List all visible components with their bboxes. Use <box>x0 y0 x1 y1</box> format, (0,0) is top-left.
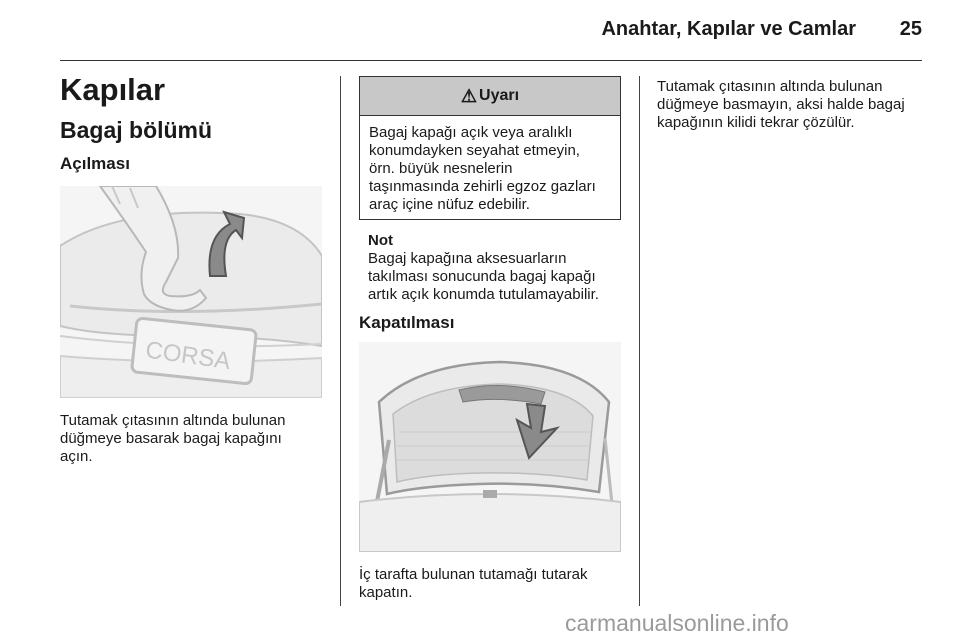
warning-triangle-icon: ⚠ <box>460 85 478 106</box>
page-number: 25 <box>899 18 922 40</box>
instruction-line: kapağının kilidi tekrar çözülür. <box>657 114 855 131</box>
tailgate-opening-figure <box>60 186 322 398</box>
caption-line: kapatın. <box>359 584 413 601</box>
note-body <box>368 250 630 304</box>
note-title: Not <box>368 232 393 249</box>
opening-caption <box>60 412 330 466</box>
column-divider-2 <box>639 76 640 606</box>
closing-instruction <box>657 78 927 132</box>
closing-caption <box>359 566 621 602</box>
instruction-line: düğmeye basmayın, aksi halde bagaj <box>657 96 905 113</box>
caption-line: İç tarafta bulunan tutamağı tutarak <box>359 566 588 583</box>
column-divider-1 <box>340 76 341 606</box>
watermark: carmanualsonline.info <box>565 610 789 636</box>
warning-line: araç içine nüfuz edebilir. <box>369 196 530 213</box>
section-subtitle: Bagaj bölümü <box>60 117 213 143</box>
warning-header <box>360 77 620 116</box>
warning-title: Uyarı <box>479 87 520 104</box>
warning-box <box>359 76 621 220</box>
opening-heading: Açılması <box>60 154 130 173</box>
note-line: artık açık konumda tutulamayabilir. <box>368 286 599 303</box>
note-line: takılması sonucunda bagaj kapağı <box>368 268 596 285</box>
instruction-line: Tutamak çıtasının altında bulunan <box>657 78 883 95</box>
warning-line: konumdayken seyahat etmeyin, <box>369 142 580 159</box>
license-plate-text: CORSA <box>143 336 233 376</box>
tailgate-closing-figure <box>359 342 621 552</box>
caption-line: açın. <box>60 448 93 465</box>
warning-line: taşınmasında zehirli egzoz gazları <box>369 178 596 195</box>
note-line: Bagaj kapağına aksesuarların <box>368 250 567 267</box>
warning-body <box>360 116 620 222</box>
header-rule <box>60 60 922 61</box>
warning-line: örn. büyük nesnelerin <box>369 160 513 177</box>
caption-line: Tutamak çıtasının altında bulunan <box>60 412 286 429</box>
section-title: Kapılar <box>60 72 166 107</box>
running-header: Anahtar, Kapılar ve Camlar <box>601 18 856 40</box>
warning-line: Bagaj kapağı açık veya aralıklı <box>369 124 573 141</box>
caption-line: düğmeye basarak bagaj kapağını <box>60 430 282 447</box>
closing-heading: Kapatılması <box>359 313 455 332</box>
